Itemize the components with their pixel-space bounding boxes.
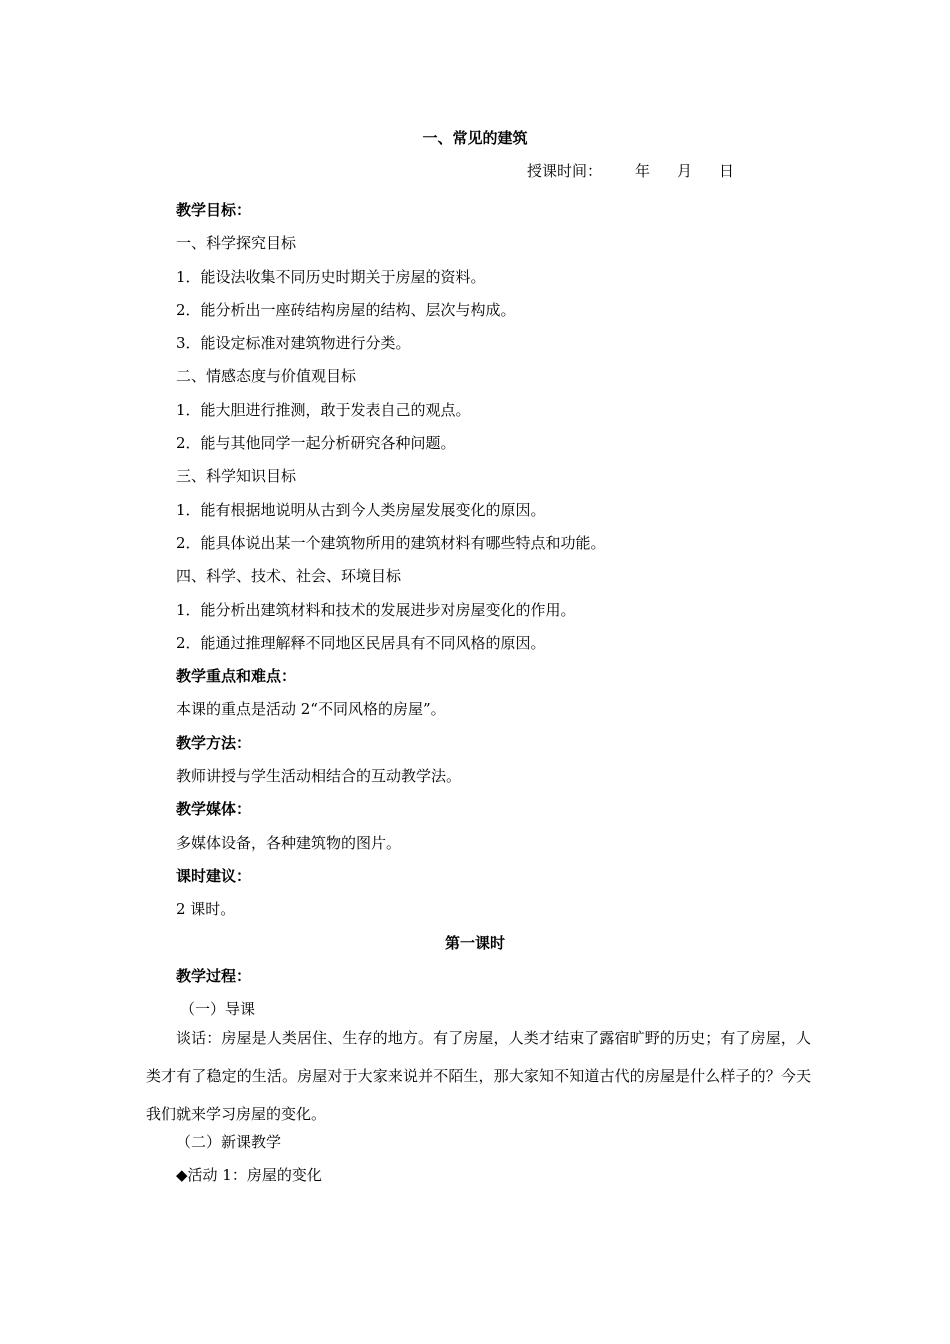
body-line: 2．能具体说出某一个建筑物所用的建筑材料有哪些特点和功能。 [176,533,606,552]
intro-paragraph: 谈话：房屋是人类居住、生存的地方。有了房屋，人类才结束了露宿旷野的历史；有了房屋，人类才有了稳定的生活。房屋对于大家来说并不陌生，那大家知不知道古代的房屋是什么样子的？今天我们就来学习房屋的变化。 [146,1029,811,1123]
body-line: 二、情感态度与价值观目标 [176,367,357,386]
lesson-date-line [527,160,734,181]
section-heading-new-lesson: （二）新课教学 [176,1133,282,1151]
body-line: （一）导课 [180,1000,256,1019]
document-body [176,194,816,1026]
section-heading: 第一课时 [444,933,505,952]
body-line: 3．能设定标准对建筑物进行分类。 [176,334,411,353]
body-line: 教师讲授与学生活动相结合的互动教学法。 [176,767,462,786]
date-label: 授课时间： [527,162,603,180]
activity-heading: ◆活动 1：房屋的变化 [176,1166,322,1184]
body-line: 2．能分析出一座砖结构房屋的结构、层次与构成。 [176,300,516,319]
body-line: 2 课时。 [176,900,236,919]
body-line: 多媒体设备，各种建筑物的图片。 [176,833,402,852]
body-line: 2．能通过推理解释不同地区民居具有不同风格的原因。 [176,633,546,652]
body-line: 1．能分析出建筑材料和技术的发展进步对房屋变化的作用。 [176,600,576,619]
section-heading: 教学重点和难点： [176,667,297,686]
body-line: 1．能大胆进行推测，敢于发表自己的观点。 [176,400,471,419]
body-line: 1．能设法收集不同历史时期关于房屋的资料。 [176,267,486,286]
section-heading: 教学过程： [176,966,252,985]
date-month: 月 [677,162,693,180]
date-day: 日 [719,162,735,180]
section-heading: 教学媒体： [176,800,252,819]
section-heading: 教学方法： [176,733,252,752]
page-title: 一、常见的建筑 [422,129,528,147]
body-line: 1．能有根据地说明从古到今人类房屋发展变化的原因。 [176,500,546,519]
body-line: 四、科学、技术、社会、环境目标 [176,567,402,586]
body-line: 三、科学知识目标 [176,467,297,486]
body-line: 本课的重点是活动 2“不同风格的房屋”。 [176,700,446,719]
date-year: 年 [635,162,651,180]
section-heading: 教学目标： [176,201,252,219]
body-line: 2．能与其他同学一起分析研究各种问题。 [176,434,456,453]
body-line: 一、科学探究目标 [176,234,297,253]
section-heading: 课时建议： [176,866,252,885]
